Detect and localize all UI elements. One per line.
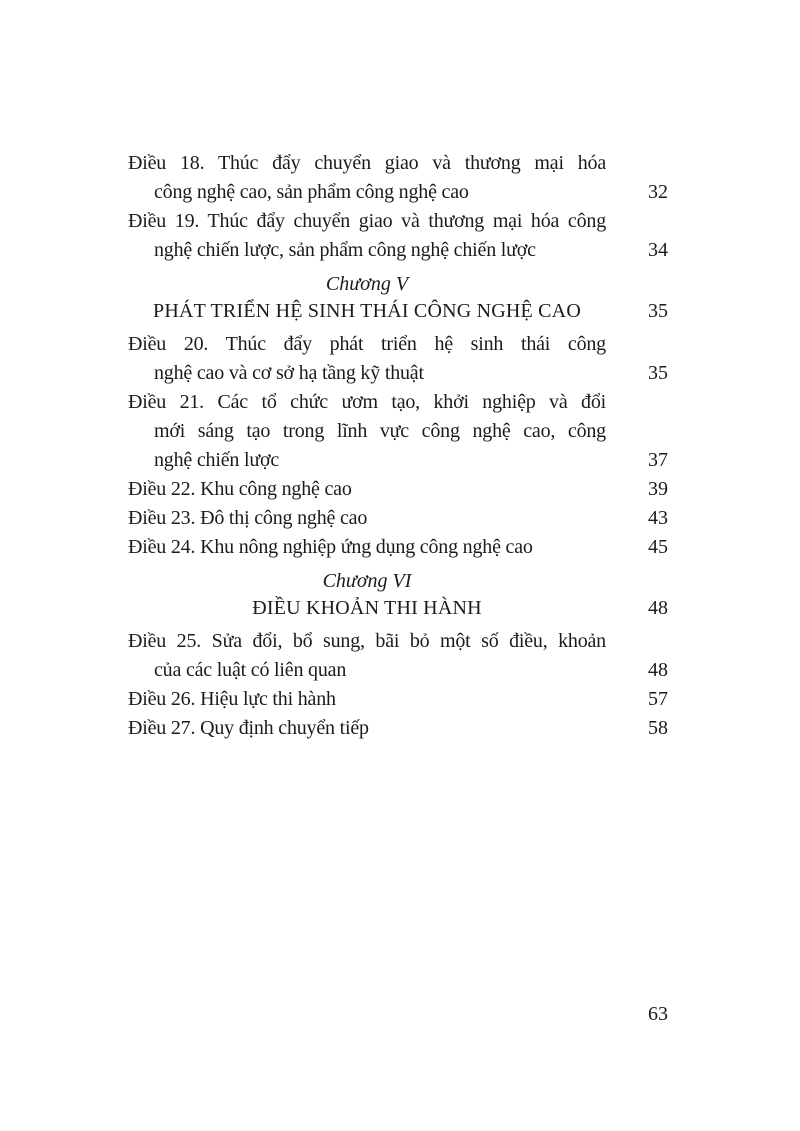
entry-page-number: 32 bbox=[648, 181, 668, 203]
chapter-title: ĐIỀU KHOẢN THI HÀNH bbox=[252, 597, 482, 619]
toc-entry-line: Điều 26. Hiệu lực thi hành bbox=[128, 688, 336, 710]
toc-entry-line: công nghệ cao, sản phẩm công nghệ cao bbox=[154, 181, 469, 203]
toc-entry-line: Điều 25. Sửa đổi, bổ sung, bãi bỏ một số điều, khoản bbox=[128, 630, 606, 652]
toc-entry bbox=[128, 475, 668, 504]
entry-page-number: 39 bbox=[648, 478, 668, 500]
entry-page-number: 34 bbox=[648, 239, 668, 261]
toc-entry bbox=[128, 388, 668, 475]
toc-entry bbox=[128, 714, 668, 743]
footer-page-number: 63 bbox=[648, 1003, 668, 1025]
toc-entry bbox=[128, 533, 668, 562]
chapter-page-number: 35 bbox=[648, 300, 668, 322]
toc-entry-line: nghệ chiến lược bbox=[154, 449, 280, 471]
toc-entry-line: Điều 19. Thúc đẩy chuyển giao và thương mại hóa công bbox=[128, 210, 606, 232]
toc-chapter bbox=[128, 568, 668, 622]
toc-entry-line: Điều 27. Quy định chuyển tiếp bbox=[128, 717, 369, 739]
toc-entry bbox=[128, 504, 668, 533]
toc-entry bbox=[128, 330, 668, 388]
toc-entry-line: Điều 21. Các tổ chức ươm tạo, khởi nghiệp và đổi bbox=[128, 391, 606, 413]
page-footer bbox=[128, 1001, 668, 1028]
toc-entry-line: nghệ cao và cơ sở hạ tầng kỹ thuật bbox=[154, 362, 424, 384]
toc-entry bbox=[128, 149, 668, 207]
chapter-label: Chương V bbox=[325, 273, 409, 295]
toc-entry-line: Điều 23. Đô thị công nghệ cao bbox=[128, 507, 368, 529]
entry-page-number: 35 bbox=[648, 362, 668, 384]
toc-entry-line: Điều 18. Thúc đẩy chuyển giao và thương mại hóa bbox=[128, 152, 606, 174]
toc-entry-line: Điều 20. Thúc đẩy phát triển hệ sinh thái công bbox=[128, 333, 606, 355]
entry-page-number: 58 bbox=[648, 717, 668, 739]
entry-page-number: 45 bbox=[648, 536, 668, 558]
toc-chapter bbox=[128, 271, 668, 325]
toc-entry-line: nghệ chiến lược, sản phẩm công nghệ chiến lược bbox=[154, 239, 536, 261]
toc-entry-line: của các luật có liên quan bbox=[154, 659, 347, 681]
entry-page-number: 43 bbox=[648, 507, 668, 529]
toc-entry-line: Điều 24. Khu nông nghiệp ứng dụng công nghệ cao bbox=[128, 536, 533, 558]
entry-page-number: 37 bbox=[648, 449, 668, 471]
toc-entry-line: mới sáng tạo trong lĩnh vực công nghệ cao, công bbox=[154, 420, 606, 442]
chapter-page-number: 48 bbox=[648, 597, 668, 619]
chapter-title: PHÁT TRIỂN HỆ SINH THÁI CÔNG NGHỆ CAO bbox=[153, 300, 581, 322]
chapter-label: Chương VI bbox=[322, 570, 412, 592]
toc-entry bbox=[128, 685, 668, 714]
toc-entry-line: Điều 22. Khu công nghệ cao bbox=[128, 478, 352, 500]
toc-entry bbox=[128, 627, 668, 685]
entry-page-number: 57 bbox=[648, 688, 668, 710]
entry-page-number: 48 bbox=[648, 659, 668, 681]
table-of-contents bbox=[128, 149, 668, 743]
toc-entry bbox=[128, 207, 668, 265]
